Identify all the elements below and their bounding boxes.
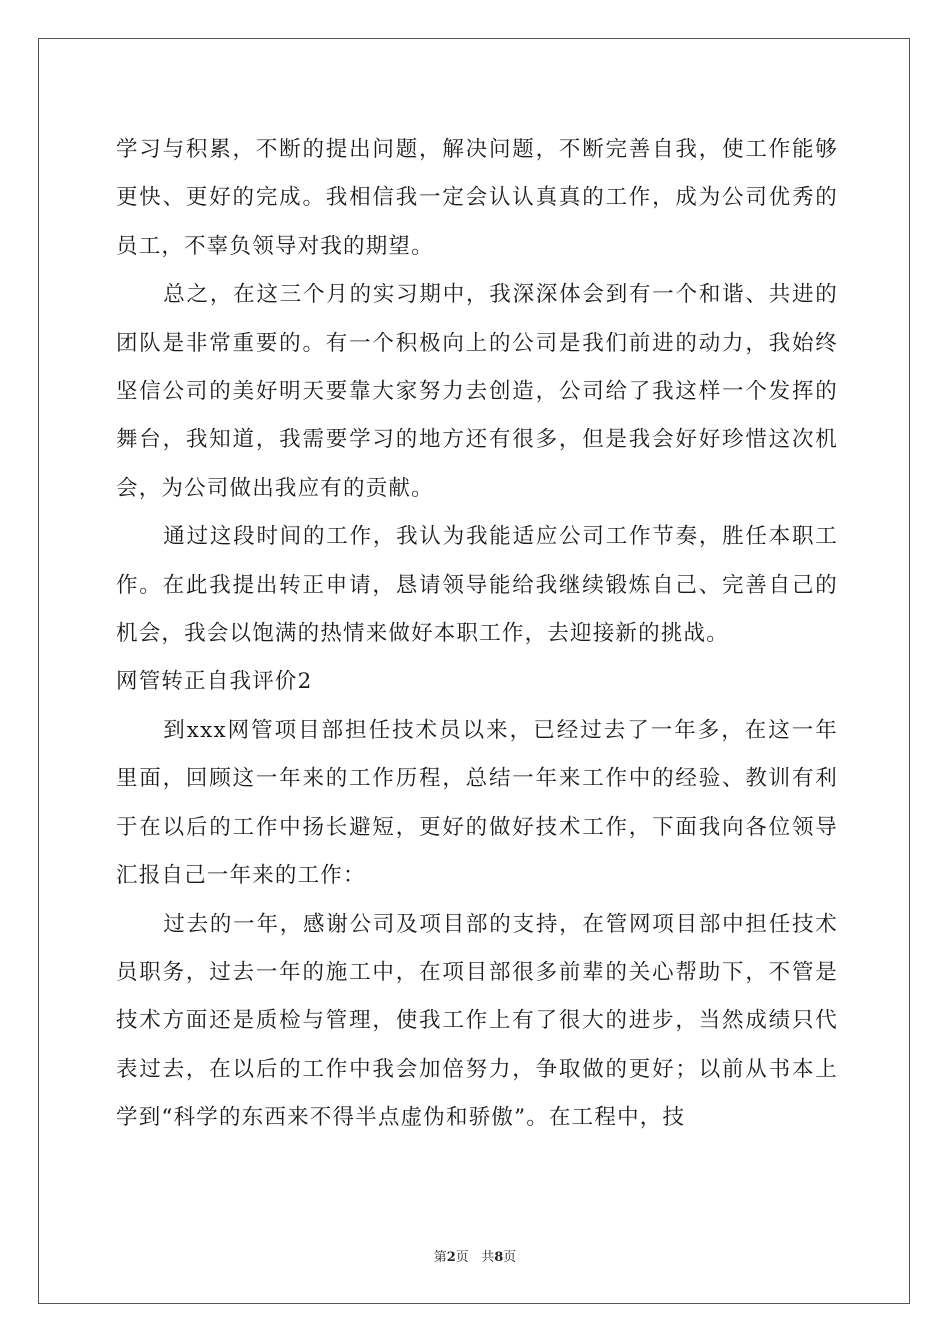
page-number: 2 — [446, 1250, 456, 1265]
total-suffix: 页 — [503, 1250, 517, 1265]
document-body — [116, 126, 838, 1143]
page-suffix: 页 — [455, 1250, 469, 1265]
page-footer — [0, 1246, 950, 1265]
paragraph: 总之，在这三个月的实习期中，我深深体会到有一个和谐、共进的团队是非常重要的。有一个积极向上的公司是我们前进的动力，我始终坚信公司的美好明天要靠大家努力去创造，公司给了我这样一个发挥的舞台，我知道，我需要学习的地方还有很多，但是我会好好珍惜这次机会，为公司做出我应有的贡献。 — [116, 282, 838, 501]
paragraph: 学习与积累，不断的提出问题，解决问题，不断完善自我，使工作能够更快、更好的完成。我相信我一定会认认真真的工作，成为公司优秀的员工，不辜负领导对我的期望。 — [116, 137, 838, 259]
paragraph: 到xxx网管项目部担任技术员以来，已经过去了一年多，在这一年里面，回顾这一年来的工作历程，总结一年来工作中的经验、教训有利于在以后的工作中扬长避短，更好的做好技术工作，下面我向各位领导汇报自己一年来的工作： — [116, 717, 838, 889]
section-heading: 网管转正自我评价2 — [116, 669, 313, 695]
paragraph: 过去的一年，感谢公司及项目部的支持，在管网项目部中担任技术员职务，过去一年的施工中，在项目部很多前辈的关心帮助下，不管是技术方面还是质检与管理，使我工作上有了很大的进步，当然成绩只代表过去，在以后的工作中我会加倍努力，争取做的更好；以前从书本上学到“科学的东西来不得半点虚伪和骄傲”。在工程中，技 — [116, 911, 838, 1131]
paragraph: 通过这段时间的工作，我认为我能适应公司工作节奏，胜任本职工作。在此我提出转正申请，恳请领导能给我继续锻炼自己、完善自己的机会，我会以饱满的热情来做好本职工作，去迎接新的挑战。 — [116, 524, 838, 647]
total-prefix: 共 — [481, 1250, 495, 1265]
page-prefix: 第 — [433, 1250, 447, 1265]
total-pages: 8 — [494, 1250, 504, 1265]
